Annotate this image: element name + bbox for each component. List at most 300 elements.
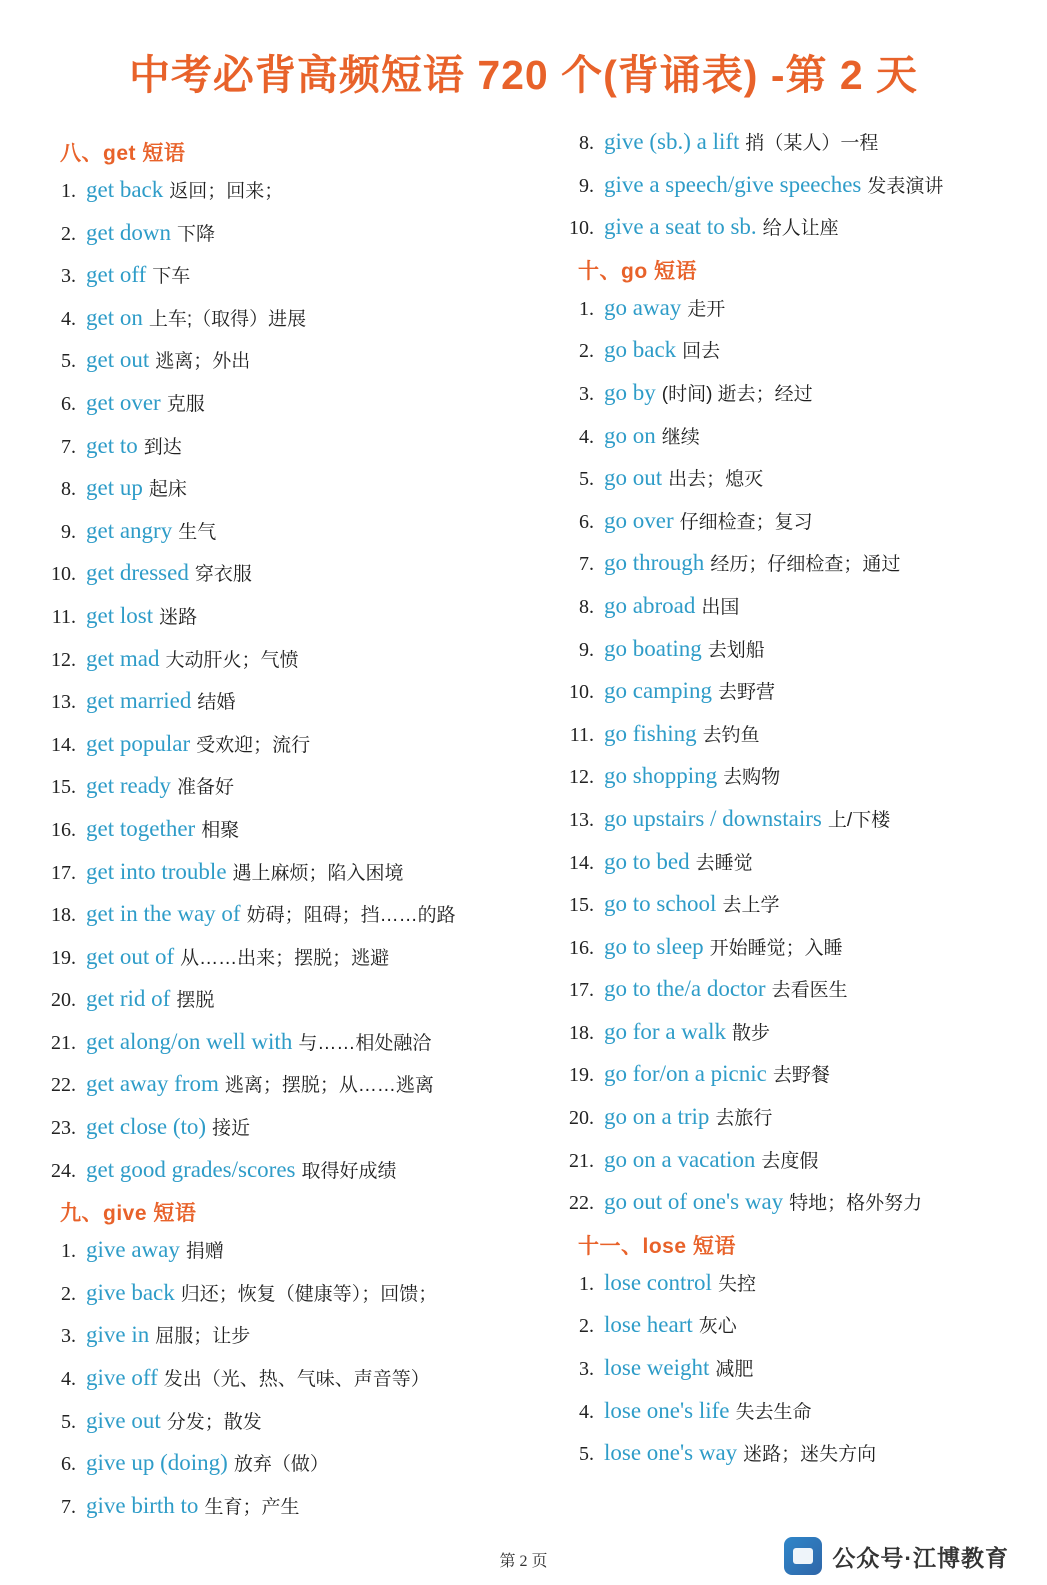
item-number: 1.: [61, 180, 76, 202]
phrase-chinese: 开始睡觉；入睡: [709, 937, 843, 959]
item-body: [604, 378, 1040, 407]
phrase-english: go to the/a doctor: [604, 976, 766, 1002]
item-body: [86, 942, 522, 971]
list-item: [556, 1268, 1040, 1298]
item-number: 8.: [579, 132, 594, 154]
item-number: 13.: [569, 808, 594, 831]
phrase-english: get dressed: [86, 560, 189, 586]
item-number: 5.: [61, 350, 76, 373]
item-number: 1.: [579, 297, 594, 320]
phrase-chinese: 逃离；摆脱；从……逃离: [224, 1075, 434, 1097]
phrase-english: give away: [86, 1237, 180, 1263]
list-item: [38, 558, 522, 588]
list-item: [556, 212, 1040, 242]
phrase-list-go: [556, 293, 1040, 1217]
list-item: [556, 676, 1040, 706]
phrase-english: get along/on well with: [86, 1028, 293, 1054]
item-body: [604, 212, 1040, 241]
list-item: [38, 1278, 522, 1308]
item-body: [86, 771, 522, 800]
phrase-english: lose one's life: [604, 1397, 730, 1423]
item-number: 14.: [51, 733, 76, 756]
section-heading-give-left: 九、give 短语: [60, 1202, 197, 1226]
section-heading-lose: 十一、lose 短语: [578, 1234, 736, 1258]
item-number: 4.: [579, 1400, 594, 1423]
phrase-english: give birth to: [86, 1492, 199, 1518]
phrase-english: get married: [86, 688, 192, 714]
list-item: [38, 942, 522, 972]
phrase-chinese: 受欢迎；流行: [196, 734, 311, 756]
list-item: [556, 548, 1040, 578]
phrase-english: go to bed: [604, 848, 690, 874]
phrase-chinese: 去上学: [722, 895, 780, 917]
item-body: [604, 974, 1040, 1003]
phrase-english: get out: [86, 347, 150, 373]
item-body: [86, 1491, 522, 1520]
item-number: 7.: [61, 1495, 76, 1518]
item-number: 14.: [569, 851, 594, 874]
list-item: [38, 431, 522, 461]
item-body: [604, 591, 1040, 620]
page-title: 中考必背高频短语 720 个(背诵表) -第 2 天: [128, 52, 919, 98]
phrase-chinese: 取得好成绩: [301, 1160, 397, 1182]
item-number: 1.: [579, 1272, 594, 1295]
item-number: 2.: [579, 340, 594, 363]
item-body: [86, 1363, 522, 1392]
list-item: [38, 729, 522, 759]
phrase-english: get on: [86, 304, 143, 330]
item-number: 9.: [579, 174, 594, 197]
phrase-chinese: 下车: [152, 266, 191, 288]
list-item: [38, 1491, 522, 1521]
item-number: 2.: [579, 1315, 594, 1338]
item-number: 16.: [51, 818, 76, 841]
item-body: [604, 932, 1040, 961]
list-item: [556, 170, 1040, 200]
phrase-chinese: 发出（光、热、气味、声音等）: [163, 1369, 430, 1391]
list-item: [556, 463, 1040, 493]
phrase-english: go on a vacation: [604, 1146, 756, 1172]
phrase-chinese: 放弃（做）: [233, 1454, 329, 1476]
list-item: [556, 378, 1040, 408]
item-body: [86, 260, 522, 289]
phrase-chinese: 返回；回来；: [169, 181, 284, 202]
item-number: 5.: [579, 1443, 594, 1466]
phrase-english: give back: [86, 1279, 175, 1305]
phrase-english: give out: [86, 1407, 161, 1433]
phrase-chinese: 遇上麻烦；陷入困境: [232, 862, 404, 884]
item-body: [86, 1406, 522, 1435]
list-item: [556, 1059, 1040, 1089]
phrase-chinese: 经历；仔细检查；通过: [710, 554, 901, 576]
item-number: 6.: [61, 392, 76, 415]
item-body: [604, 170, 1040, 199]
item-body: [86, 1027, 522, 1056]
item-number: 15.: [51, 776, 76, 799]
phrase-chinese: 减肥: [715, 1359, 754, 1381]
phrase-chinese: 仔细检查；复习: [679, 511, 813, 533]
phrase-english: get angry: [86, 517, 173, 543]
list-item: [556, 761, 1040, 791]
item-body: [604, 1268, 1040, 1297]
list-item: [38, 1448, 522, 1478]
item-number: 17.: [569, 979, 594, 1002]
list-item: [556, 634, 1040, 664]
list-item: [38, 984, 522, 1014]
phrase-english: give (sb.) a lift: [604, 129, 740, 154]
phrase-english: get back: [86, 177, 164, 202]
phrase-chinese: 散步: [732, 1022, 771, 1044]
phrase-chinese: 去旅行: [715, 1108, 773, 1130]
list-item: [556, 506, 1040, 536]
phrase-english: give a speech/give speeches: [604, 171, 862, 197]
item-number: 4.: [61, 1368, 76, 1391]
phrase-chinese: 结婚: [197, 692, 236, 714]
phrase-chinese: 发表演讲: [867, 175, 944, 197]
phrase-english: go abroad: [604, 592, 696, 618]
phrase-chinese: 大动肝火；气愤: [165, 649, 299, 671]
phrase-chinese: 回去: [682, 341, 721, 363]
phrase-chinese: 失控: [717, 1273, 756, 1295]
item-body: [604, 1353, 1040, 1382]
list-item: [556, 421, 1040, 451]
list-item: [38, 857, 522, 887]
phrase-english: get mad: [86, 645, 160, 671]
phrase-english: get over: [86, 389, 161, 415]
item-number: 3.: [61, 1325, 76, 1348]
list-item: [556, 974, 1040, 1004]
item-body: [86, 686, 522, 715]
phrase-english: go out: [604, 465, 663, 491]
list-item: [38, 1363, 522, 1393]
phrase-english: give a seat to sb.: [604, 214, 757, 240]
phrase-english: go out of one's way: [604, 1189, 784, 1215]
item-body: [86, 388, 522, 417]
item-number: 22.: [51, 1074, 76, 1097]
phrase-chinese: 特地；格外努力: [789, 1193, 923, 1215]
list-item: [38, 771, 522, 801]
right-column: [556, 127, 1040, 1481]
item-number: 3.: [61, 265, 76, 288]
phrase-chinese: 出国: [701, 596, 740, 618]
phrase-chinese: 捎（某人）一程: [745, 133, 879, 154]
phrase-chinese: 相聚: [201, 819, 240, 841]
phrase-chinese: 生育；产生: [204, 1496, 300, 1518]
item-body: [86, 1235, 522, 1264]
phrase-chinese: (时间) 逝去；经过: [661, 383, 813, 405]
item-body: [604, 335, 1040, 364]
phrase-chinese: 走开: [687, 298, 726, 320]
phrase-english: give in: [86, 1322, 150, 1348]
item-body: [86, 1069, 522, 1098]
list-item: [38, 1069, 522, 1099]
list-item: [38, 686, 522, 716]
item-body: [604, 506, 1040, 535]
phrase-english: get together: [86, 815, 196, 841]
phrase-english: get into trouble: [86, 858, 227, 884]
item-number: 5.: [61, 1410, 76, 1433]
phrase-english: go on a trip: [604, 1104, 710, 1130]
item-number: 9.: [61, 520, 76, 543]
list-item: [38, 1027, 522, 1057]
item-number: 12.: [51, 648, 76, 671]
item-number: 23.: [51, 1117, 76, 1140]
list-item: [556, 293, 1040, 323]
phrase-chinese: 去睡觉: [695, 852, 753, 874]
item-number: 3.: [579, 1358, 594, 1381]
phrase-english: get popular: [86, 730, 191, 756]
phrase-english: go to sleep: [604, 933, 704, 959]
item-number: 8.: [61, 478, 76, 501]
item-number: 19.: [569, 1064, 594, 1087]
phrase-chinese: 克服: [166, 393, 205, 415]
phrase-chinese: 去购物: [723, 767, 781, 789]
item-body: [86, 1320, 522, 1349]
phrase-english: go through: [604, 550, 705, 576]
list-item: [38, 644, 522, 674]
phrase-english: go away: [604, 294, 682, 320]
list-item: [556, 804, 1040, 834]
phrase-english: give up (doing): [86, 1450, 228, 1476]
item-body: [86, 1112, 522, 1141]
phrase-english: get ready: [86, 773, 171, 799]
item-body: [86, 984, 522, 1013]
watermark-text: 公众号·江博教育: [832, 1544, 1009, 1571]
phrase-chinese: 去度假: [761, 1150, 819, 1172]
phrase-english: go back: [604, 337, 677, 363]
item-number: 17.: [51, 861, 76, 884]
item-number: 22.: [569, 1192, 594, 1215]
phrase-chinese: 去看医生: [771, 980, 848, 1002]
list-item: [556, 127, 1040, 157]
phrase-english: get good grades/scores: [86, 1156, 296, 1182]
list-item: [556, 847, 1040, 877]
phrase-chinese: 上/下楼: [827, 809, 891, 831]
section-heading-go: 十、go 短语: [578, 259, 697, 283]
item-number: 21.: [569, 1149, 594, 1172]
phrase-chinese: 到达: [143, 436, 182, 458]
item-number: 1.: [61, 1240, 76, 1263]
phrase-chinese: 从……出来；摆脱；逃避: [180, 947, 390, 969]
item-body: [86, 431, 522, 460]
item-number: 6.: [61, 1453, 76, 1476]
list-item: [556, 1396, 1040, 1426]
item-body: [604, 1396, 1040, 1425]
list-item: [38, 1112, 522, 1142]
item-body: [86, 899, 522, 928]
item-body: [604, 1310, 1040, 1339]
list-item: [38, 899, 522, 929]
brand-logo-icon: [784, 1537, 822, 1575]
phrase-chinese: 逃离；外出: [155, 351, 251, 373]
phrase-chinese: 去划船: [707, 639, 765, 661]
list-item: [556, 1438, 1040, 1468]
list-item: [556, 1145, 1040, 1175]
item-body: [604, 1187, 1040, 1216]
phrase-english: go for a walk: [604, 1018, 726, 1044]
item-body: [604, 1059, 1040, 1088]
list-item: [38, 175, 522, 205]
item-body: [86, 516, 522, 545]
phrase-english: go camping: [604, 678, 712, 704]
phrase-english: lose heart: [604, 1312, 693, 1338]
item-number: 10.: [569, 681, 594, 704]
item-number: 18.: [51, 904, 76, 927]
item-body: [604, 761, 1040, 790]
list-item: [38, 388, 522, 418]
section-heading-get: 八、get 短语: [60, 142, 186, 165]
item-number: 4.: [579, 425, 594, 448]
phrase-list-lose: [556, 1268, 1040, 1468]
list-item: [556, 1102, 1040, 1132]
item-number: 3.: [579, 382, 594, 405]
phrase-english: go boating: [604, 635, 702, 661]
phrase-english: get rid of: [86, 986, 171, 1012]
phrase-chinese: 妨碍；阻碍；挡……的路: [246, 905, 456, 927]
phrase-english: go fishing: [604, 720, 697, 746]
phrase-chinese: 与……相处融洽: [298, 1032, 432, 1054]
item-body: [86, 1278, 522, 1307]
phrase-english: go by: [604, 379, 656, 405]
phrase-english: get close (to): [86, 1114, 207, 1140]
item-body: [604, 889, 1040, 918]
phrase-english: get away from: [86, 1071, 219, 1097]
page-number: 第 2 页: [499, 1553, 548, 1571]
left-column: [38, 127, 522, 1533]
item-body: [604, 804, 1040, 833]
item-number: 11.: [51, 605, 76, 628]
list-item: [38, 516, 522, 546]
list-item: [38, 473, 522, 503]
phrase-english: get off: [86, 262, 147, 288]
phrase-chinese: 分发；散发: [166, 1411, 262, 1433]
phrase-chinese: 迷路: [159, 606, 198, 628]
list-item: [556, 1310, 1040, 1340]
phrase-chinese: 继续: [661, 426, 700, 448]
phrase-chinese: 摆脱: [176, 990, 215, 1012]
item-body: [86, 729, 522, 758]
list-item: [38, 303, 522, 333]
item-number: 4.: [61, 307, 76, 330]
item-number: 21.: [51, 1031, 76, 1054]
phrase-english: go to school: [604, 891, 717, 917]
item-number: 7.: [579, 553, 594, 576]
item-body: [86, 814, 522, 843]
list-item: [38, 218, 522, 248]
list-item: [38, 601, 522, 631]
item-body: [604, 1145, 1040, 1174]
item-number: 10.: [569, 217, 594, 240]
phrase-chinese: 迷路；迷失方向: [743, 1444, 877, 1466]
phrase-chinese: 失去生命: [735, 1401, 812, 1423]
phrase-chinese: 穿衣服: [194, 564, 252, 586]
item-number: 24.: [51, 1159, 76, 1182]
item-body: [86, 175, 522, 204]
list-item: [38, 814, 522, 844]
item-body: [604, 1017, 1040, 1046]
two-column-layout: [38, 127, 1009, 1533]
phrase-english: go shopping: [604, 763, 718, 789]
phrase-english: go for/on a picnic: [604, 1061, 767, 1087]
item-body: [86, 558, 522, 587]
list-item: [556, 1353, 1040, 1383]
item-number: 2.: [61, 1282, 76, 1305]
list-item: [556, 591, 1040, 621]
phrase-english: get up: [86, 475, 143, 501]
item-number: 5.: [579, 468, 594, 491]
phrase-chinese: 灰心: [698, 1316, 737, 1338]
phrase-english: lose control: [604, 1269, 712, 1295]
item-number: 7.: [61, 435, 76, 458]
item-number: 15.: [569, 894, 594, 917]
item-body: [86, 601, 522, 630]
phrase-chinese: 捐赠: [185, 1241, 224, 1263]
phrase-english: get out of: [86, 943, 175, 969]
list-item: [556, 335, 1040, 365]
phrase-chinese: 给人让座: [762, 218, 839, 240]
phrase-chinese: 出去；熄灭: [668, 469, 764, 491]
item-body: [604, 463, 1040, 492]
item-body: [604, 1102, 1040, 1131]
phrase-english: go on: [604, 422, 656, 448]
item-body: [86, 473, 522, 502]
list-item: [38, 345, 522, 375]
phrase-english: give off: [86, 1365, 158, 1391]
list-item: [38, 1406, 522, 1436]
item-body: [604, 719, 1040, 748]
item-number: 20.: [569, 1107, 594, 1130]
item-body: [86, 644, 522, 673]
phrase-list-get: [38, 175, 522, 1184]
phrase-english: go upstairs / downstairs: [604, 805, 822, 831]
item-body: [604, 127, 1040, 156]
phrase-english: get lost: [86, 602, 154, 628]
item-number: 19.: [51, 946, 76, 969]
item-number: 18.: [569, 1021, 594, 1044]
list-item: [38, 1235, 522, 1265]
item-body: [604, 676, 1040, 705]
phrase-chinese: 上车;（取得）进展: [148, 308, 307, 330]
phrase-list-give-right: [556, 127, 1040, 242]
phrase-chinese: 去钓鱼: [702, 724, 760, 746]
list-item: [556, 1187, 1040, 1217]
item-body: [86, 218, 522, 247]
item-number: 2.: [61, 222, 76, 245]
item-body: [604, 421, 1040, 450]
list-item: [556, 719, 1040, 749]
item-number: 6.: [579, 510, 594, 533]
item-number: 8.: [579, 595, 594, 618]
item-body: [86, 1155, 522, 1184]
item-number: 20.: [51, 989, 76, 1012]
phrase-english: go over: [604, 507, 674, 533]
phrase-english: get down: [86, 219, 171, 245]
phrase-chinese: 去野营: [717, 682, 775, 704]
item-number: 11.: [569, 723, 594, 746]
item-body: [604, 548, 1040, 577]
phrase-chinese: 屈服；让步: [155, 1326, 251, 1348]
phrase-chinese: 准备好: [176, 777, 234, 799]
item-number: 10.: [51, 563, 76, 586]
watermark: [784, 1537, 1009, 1575]
item-number: 13.: [51, 691, 76, 714]
list-item: [556, 889, 1040, 919]
phrase-chinese: 下降: [176, 223, 215, 245]
item-body: [604, 634, 1040, 663]
phrase-english: get in the way of: [86, 901, 241, 927]
phrase-chinese: 接近: [212, 1118, 251, 1140]
phrase-list-give-left: [38, 1235, 522, 1520]
